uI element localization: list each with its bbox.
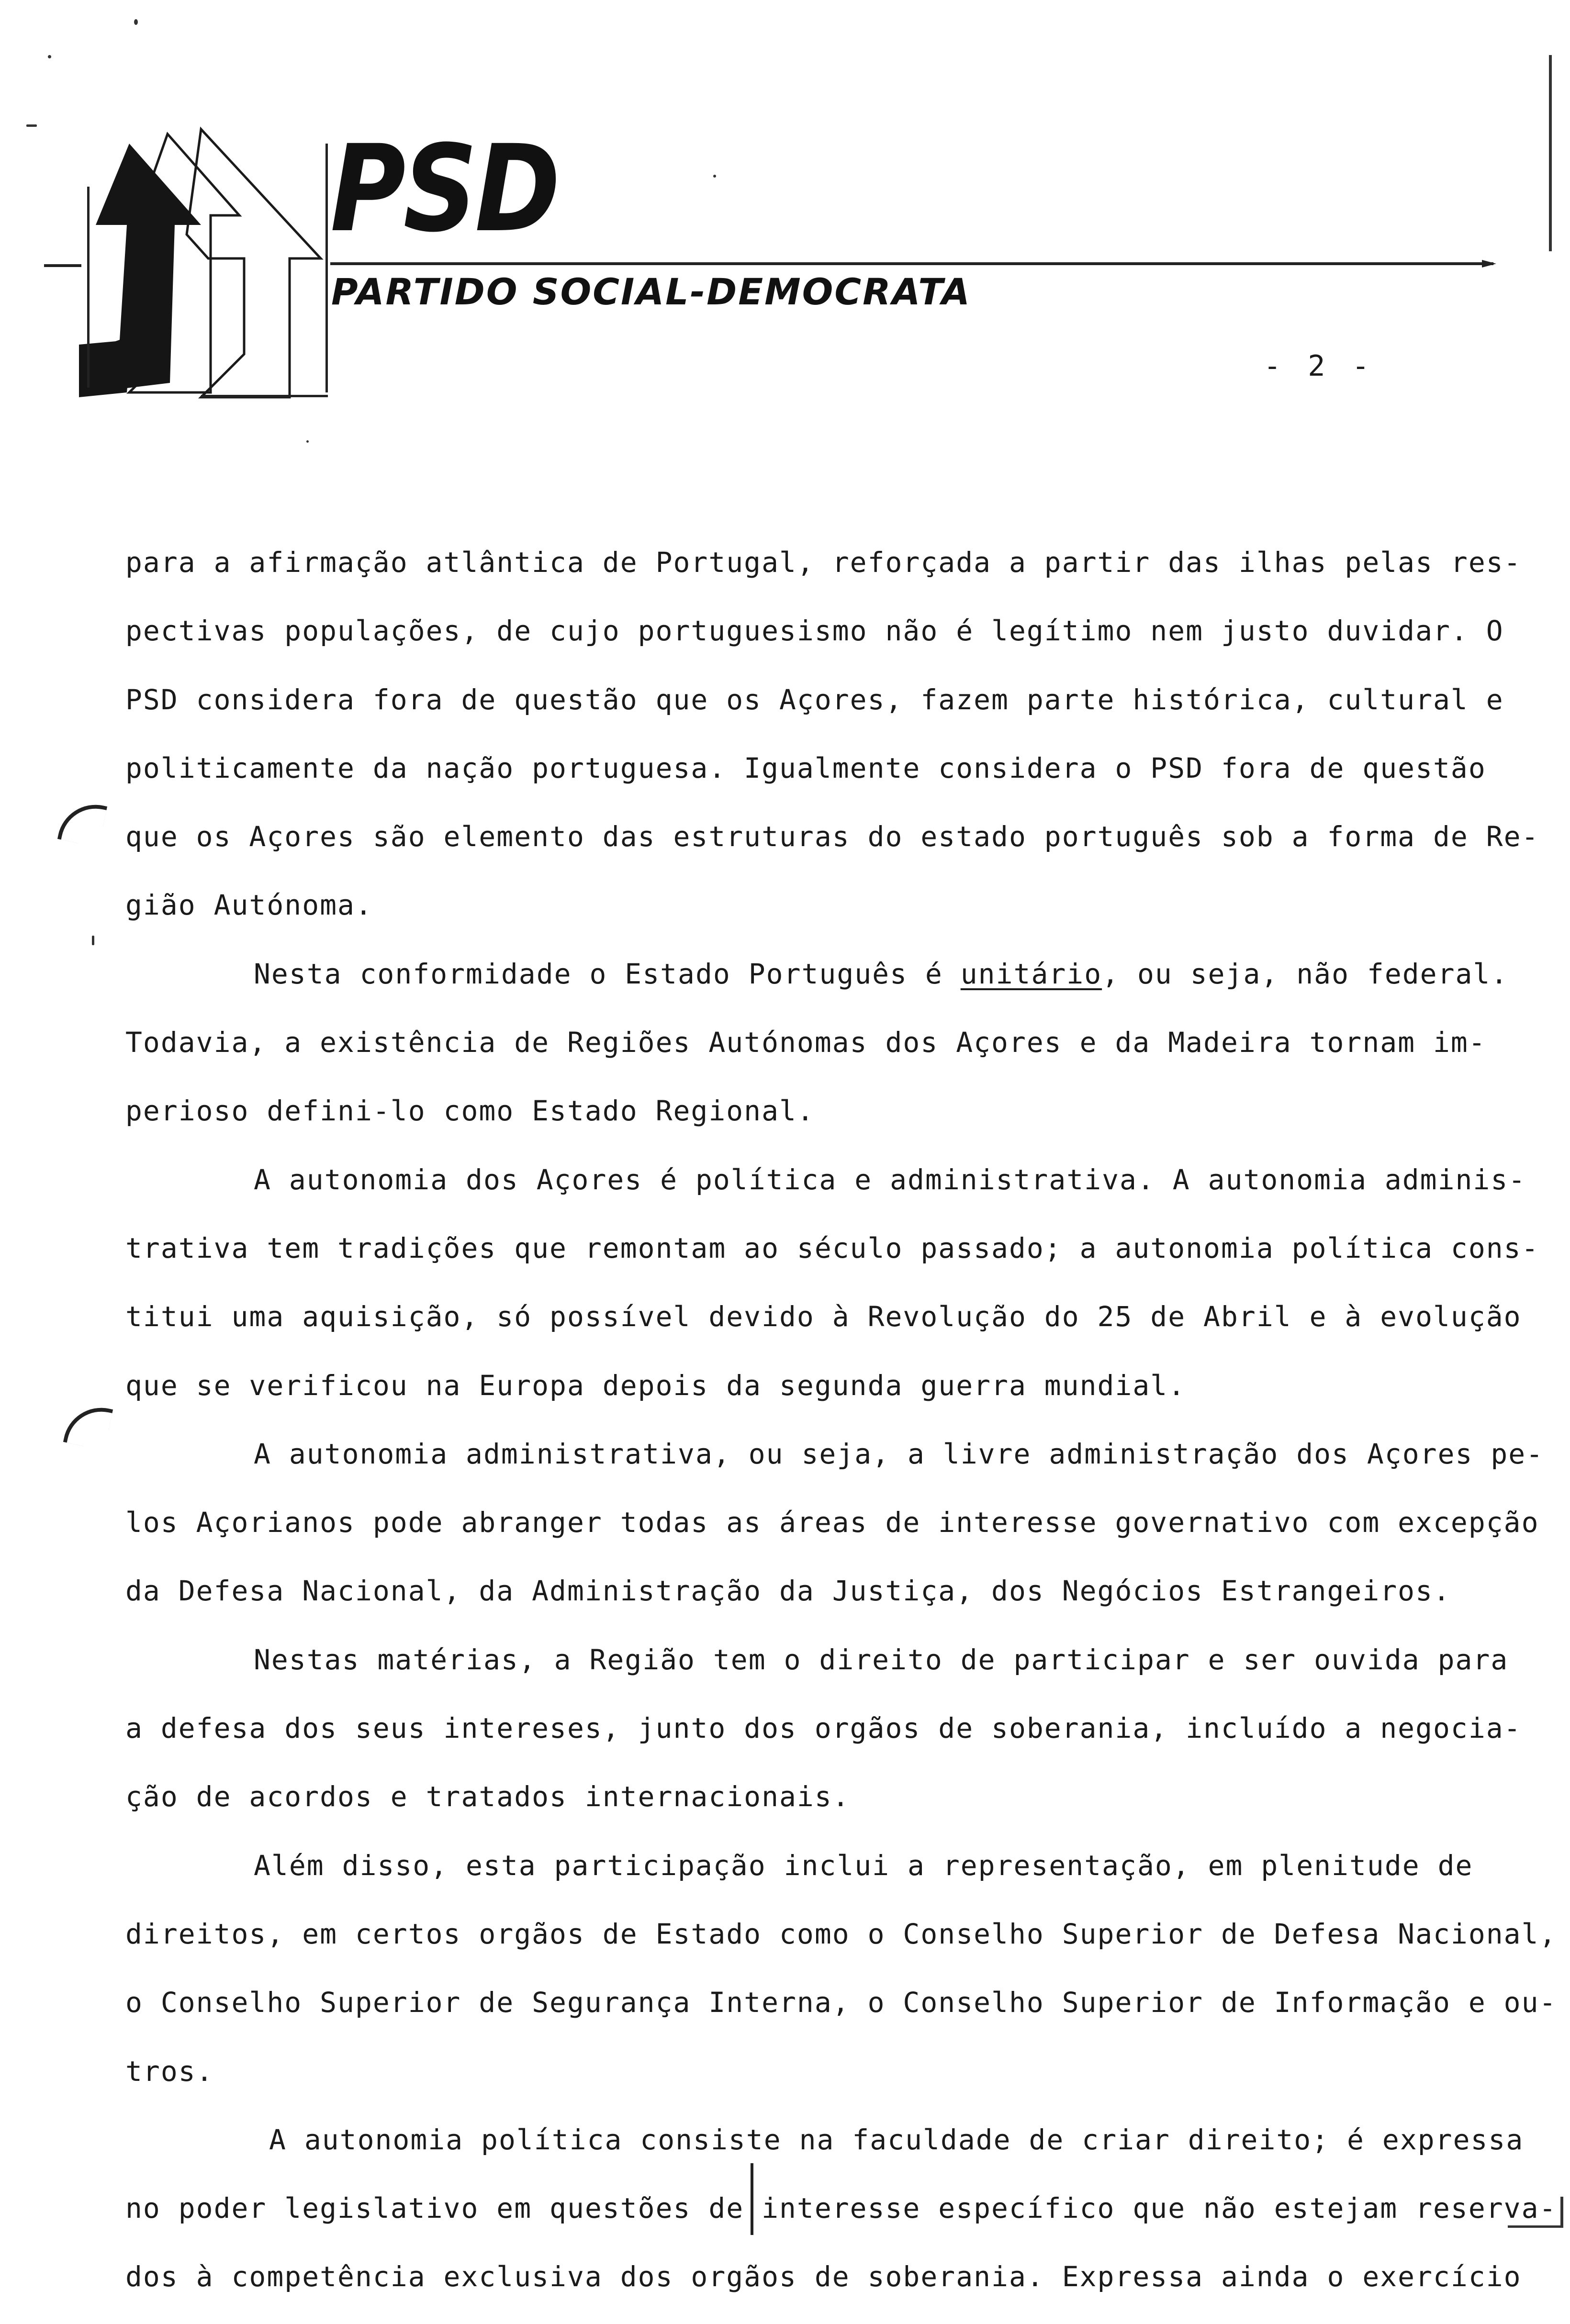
letterhead-left-dash (44, 264, 81, 267)
underlined-word: unitário (960, 957, 1102, 990)
text-line: titui uma aquisição, só possível devido à Revolução do 25 de Abril e à evolução (125, 1300, 1522, 1333)
text-line: Nestas matérias, a Região tem o direito de participar e ser ouvida para (254, 1643, 1509, 1676)
text-line: Todavia, a existência de Regiões Autónomas dos Açores e da Madeira tornam im- (125, 1026, 1486, 1059)
text-line: gião Autónoma. (125, 889, 373, 922)
body-text (125, 541, 1557, 2324)
paragraph-bracket-mark (63, 1401, 113, 1451)
text-line: los Açorianos pode abranger todas as áreas de interesse governativo com excepção (125, 1506, 1539, 1539)
text-line: da Defesa Nacional, da Administração da Justiça, dos Negócios Estrangeiros. (125, 1575, 1451, 1608)
text-line: a defesa dos seus intereses, junto dos orgãos de soberania, incluído a negocia- (125, 1712, 1522, 1745)
text-line: no poder legislativo em questões de interesse específico que não estejam reserva- (125, 2192, 1557, 2225)
brand-name: PSD (330, 119, 558, 258)
text-line: trativa tem tradições que remontam ao século passado; a autonomia política cons- (125, 1231, 1539, 1264)
text-segment: Nesta conformidade o Estado Português é (254, 957, 943, 990)
text-line: dos à competência exclusiva dos orgãos de soberania. Expressa ainda o exercício (125, 2260, 1522, 2293)
text-line: direitos, em certos orgãos de Estado como o Conselho Superior de Defesa Nacional, (125, 1917, 1557, 1950)
paragraph-bracket-mark (57, 798, 107, 848)
text-line: A autonomia administrativa, ou seja, a livre administração dos Açores pe- (254, 1437, 1544, 1470)
text-segment: , ou seja, não federal. (1102, 957, 1509, 990)
text-line: tros. (125, 2055, 214, 2088)
party-name: PARTIDO SOCIAL-DEMOCRATA (331, 270, 971, 313)
text-line (125, 952, 1509, 1021)
text-line: A autonomia dos Açores é política e administrativa. A autonomia adminis- (254, 1163, 1526, 1196)
text-line: politicamente da nação portuguesa. Igualmente considera o PSD fora de questão (125, 751, 1486, 784)
text-line: o Conselho Superior de Segurança Interna, o Conselho Superior de Informação e ou- (125, 1986, 1557, 2019)
text-line: para a afirmação atlântica de Portugal, reforçada a partir das ilhas pelas res- (125, 546, 1522, 579)
scan-speck (134, 19, 138, 25)
letterhead-rule-tip (1482, 260, 1496, 268)
text-line: A autonomia política consiste na faculdade de criar direito; é expressa (269, 2123, 1524, 2156)
text-line: perioso defini-lo como Estado Regional. (125, 1095, 815, 1128)
text-line: ção de acordos e tratados internacionais. (125, 1780, 850, 1813)
psd-logo-icon (43, 115, 330, 412)
scan-speck (713, 175, 716, 178)
text-line: PSD considera fora de questão que os Açores, fazem parte histórica, cultural e (125, 683, 1504, 716)
text-line: Além disso, esta participação inclui a representação, em plenitude de (254, 1849, 1473, 1882)
text-line: pectivas populações, de cujo portuguesismo não é legítimo nem justo duvidar. O (125, 615, 1504, 648)
page-number: - 2 - (1264, 349, 1374, 383)
scan-speck (92, 936, 94, 945)
scan-speck (48, 55, 51, 58)
scan-speck (306, 440, 309, 443)
margin-line (1549, 55, 1552, 251)
letterhead-rule (330, 262, 1493, 265)
scan-speck (26, 124, 37, 127)
text-line: que os Açores são elemento das estruturas do estado português sob a forma de Re- (125, 820, 1539, 853)
text-line: que se verificou na Europa depois da segunda guerra mundial. (125, 1369, 1186, 1402)
